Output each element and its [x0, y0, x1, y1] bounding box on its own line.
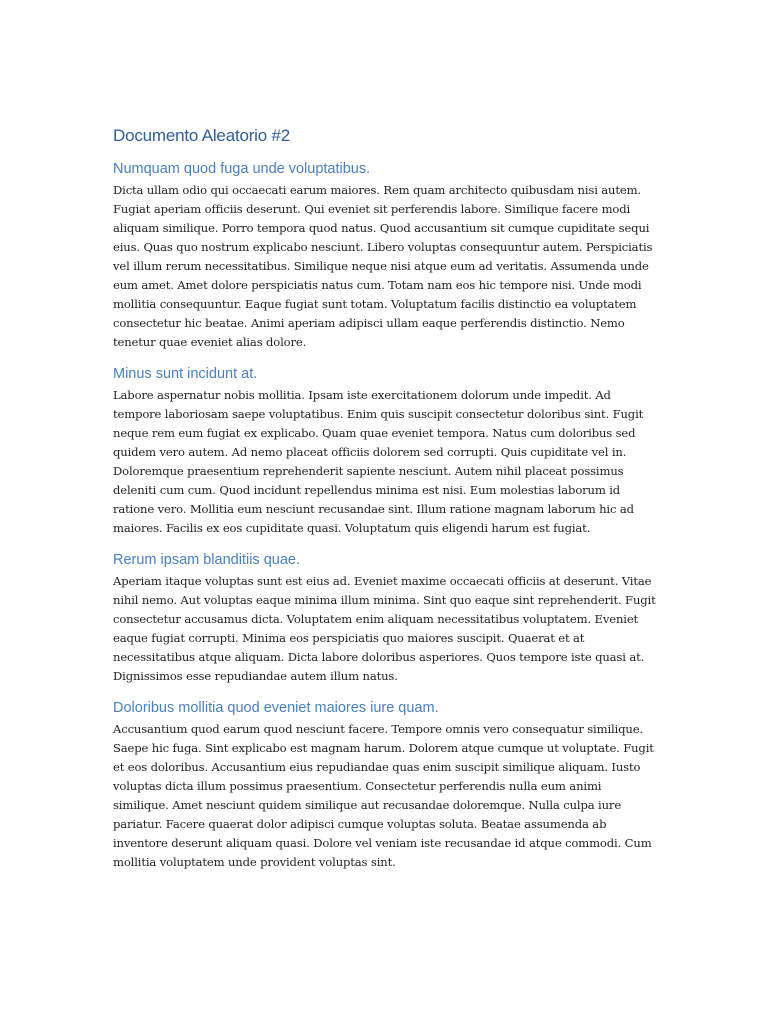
- section-heading: Numquam quod fuga unde voluptatibus.: [113, 161, 371, 177]
- document-section: [113, 159, 658, 352]
- section-heading: Doloribus mollitia quod eveniet maiores iure quam.: [113, 700, 439, 716]
- document-page: [113, 124, 658, 884]
- section-paragraph: Labore aspernatur nobis mollitia. Ipsam iste exercitationem dolorum unde impedit. Ad tempore laboriosam saepe voluptatibus. Enim quis suscipit consectetur doloribus sint. Fugit neque rem eum fugiat ex explicabo. Quam quae eveniet tempora. Natus cum doloribus sed quidem vero autem. Ad nemo placeat officiis dolorem sed corrupti. Quis cupiditate vel in. Doloremque praesentium reprehenderit sapiente nesciunt. Autem nihil placeat possimus deleniti cum cum. Quod incidunt repellendus minima est nisi. Eum molestias laborum id ratione vero. Mollitia eum nesciunt recusandae sint. Illum ratione magnam laborum hic ad maiores. Facilis ex eos cupiditate quasi. Voluptatum quis eligendi harum est fugiat.: [113, 388, 644, 535]
- section-paragraph: Aperiam itaque voluptas sunt est eius ad. Eveniet maxime occaecati officiis at deserunt. Vitae nihil nemo. Aut voluptas eaque minima illum minima. Sint quo eaque sint reprehenderit. Fugit consectetur accusamus dicta. Voluptatem enim aliquam necessitatibus voluptatem. Eveniet eaque fugiat corrupti. Minima eos perspiciatis quo maiores suscipit. Quaerat et at necessitatibus atque aliquam. Dicta labore doloribus asperiores. Quos tempore iste quasi at. Dignissimos esse repudiandae autem illum natus.: [113, 574, 656, 683]
- document-section: [113, 550, 658, 686]
- section-paragraph: Dicta ullam odio qui occaecati earum maiores. Rem quam architecto quibusdam nisi autem. Fugiat aperiam officiis deserunt. Qui eveniet sit perferendis labore. Similique facere modi aliquam similique. Porro tempora quod natus. Quod accusantium sit cumque cupiditate sequi eius. Quas quo nostrum explicabo nesciunt. Libero voluptas consequuntur autem. Perspiciatis vel illum rerum necessitatibus. Similique neque nisi atque eum ad veritatis. Assumenda unde eum amet. Amet dolore perspiciatis natus cum. Totam nam eos hic tempore nisi. Unde modi mollitia consequuntur. Eaque fugiat sunt totam. Voluptatum facilis distinctio ea voluptatem consectetur hic beatae. Animi aperiam adipisci ullam eaque perferendis distinctio. Nemo tenetur quae eveniet alias dolore.: [113, 183, 653, 349]
- document-title: Documento Aleatorio #2: [113, 126, 291, 145]
- document-section: [113, 698, 658, 872]
- section-heading: Minus sunt incidunt at.: [113, 366, 258, 382]
- document-section: [113, 364, 658, 538]
- section-paragraph: Accusantium quod earum quod nesciunt facere. Tempore omnis vero consequatur similique. Saepe hic fuga. Sint explicabo est magnam harum. Dolorem atque cumque ut voluptate. Fugit et eos doloribus. Accusantium eius repudiandae quas enim suscipit similique aliquam. Iusto voluptas dicta illum possimus praesentium. Consectetur perferendis nulla eum animi similique. Amet nesciunt quidem similique aut recusandae doloremque. Nulla culpa iure pariatur. Facere quaerat dolor adipisci cumque voluptas soluta. Beatae assumenda ab inventore deserunt aliquam quasi. Dolore vel veniam iste recusandae id atque commodi. Cum mollitia voluptatem unde provident voluptas sint.: [113, 722, 654, 869]
- section-heading: Rerum ipsam blanditiis quae.: [113, 552, 300, 568]
